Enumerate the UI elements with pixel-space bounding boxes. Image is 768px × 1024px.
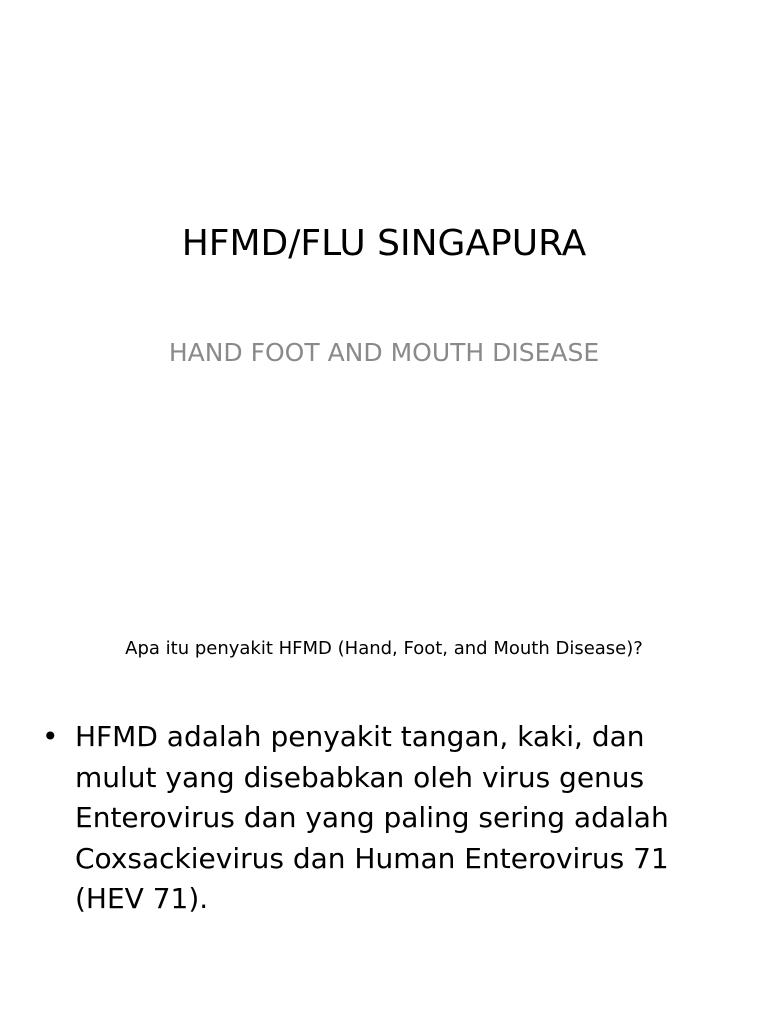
slide-subtitle: HAND FOOT AND MOUTH DISEASE xyxy=(168,338,600,367)
bullet-text: HFMD adalah penyakit tangan, kaki, dan mulut yang disebabkan oleh virus genus Enterovirus dan yang paling sering adalah Coxsackievirus dan Human Enterovirus 71 (HEV 71). xyxy=(75,720,669,915)
bullet-list xyxy=(42,717,732,920)
bullet-item xyxy=(42,717,732,920)
slide-title: HFMD/FLU SINGAPURA xyxy=(181,223,587,264)
bullet-icon: • xyxy=(42,720,59,753)
question-heading: Apa itu penyakit HFMD (Hand, Foot, and Mouth Disease)? xyxy=(125,638,643,659)
